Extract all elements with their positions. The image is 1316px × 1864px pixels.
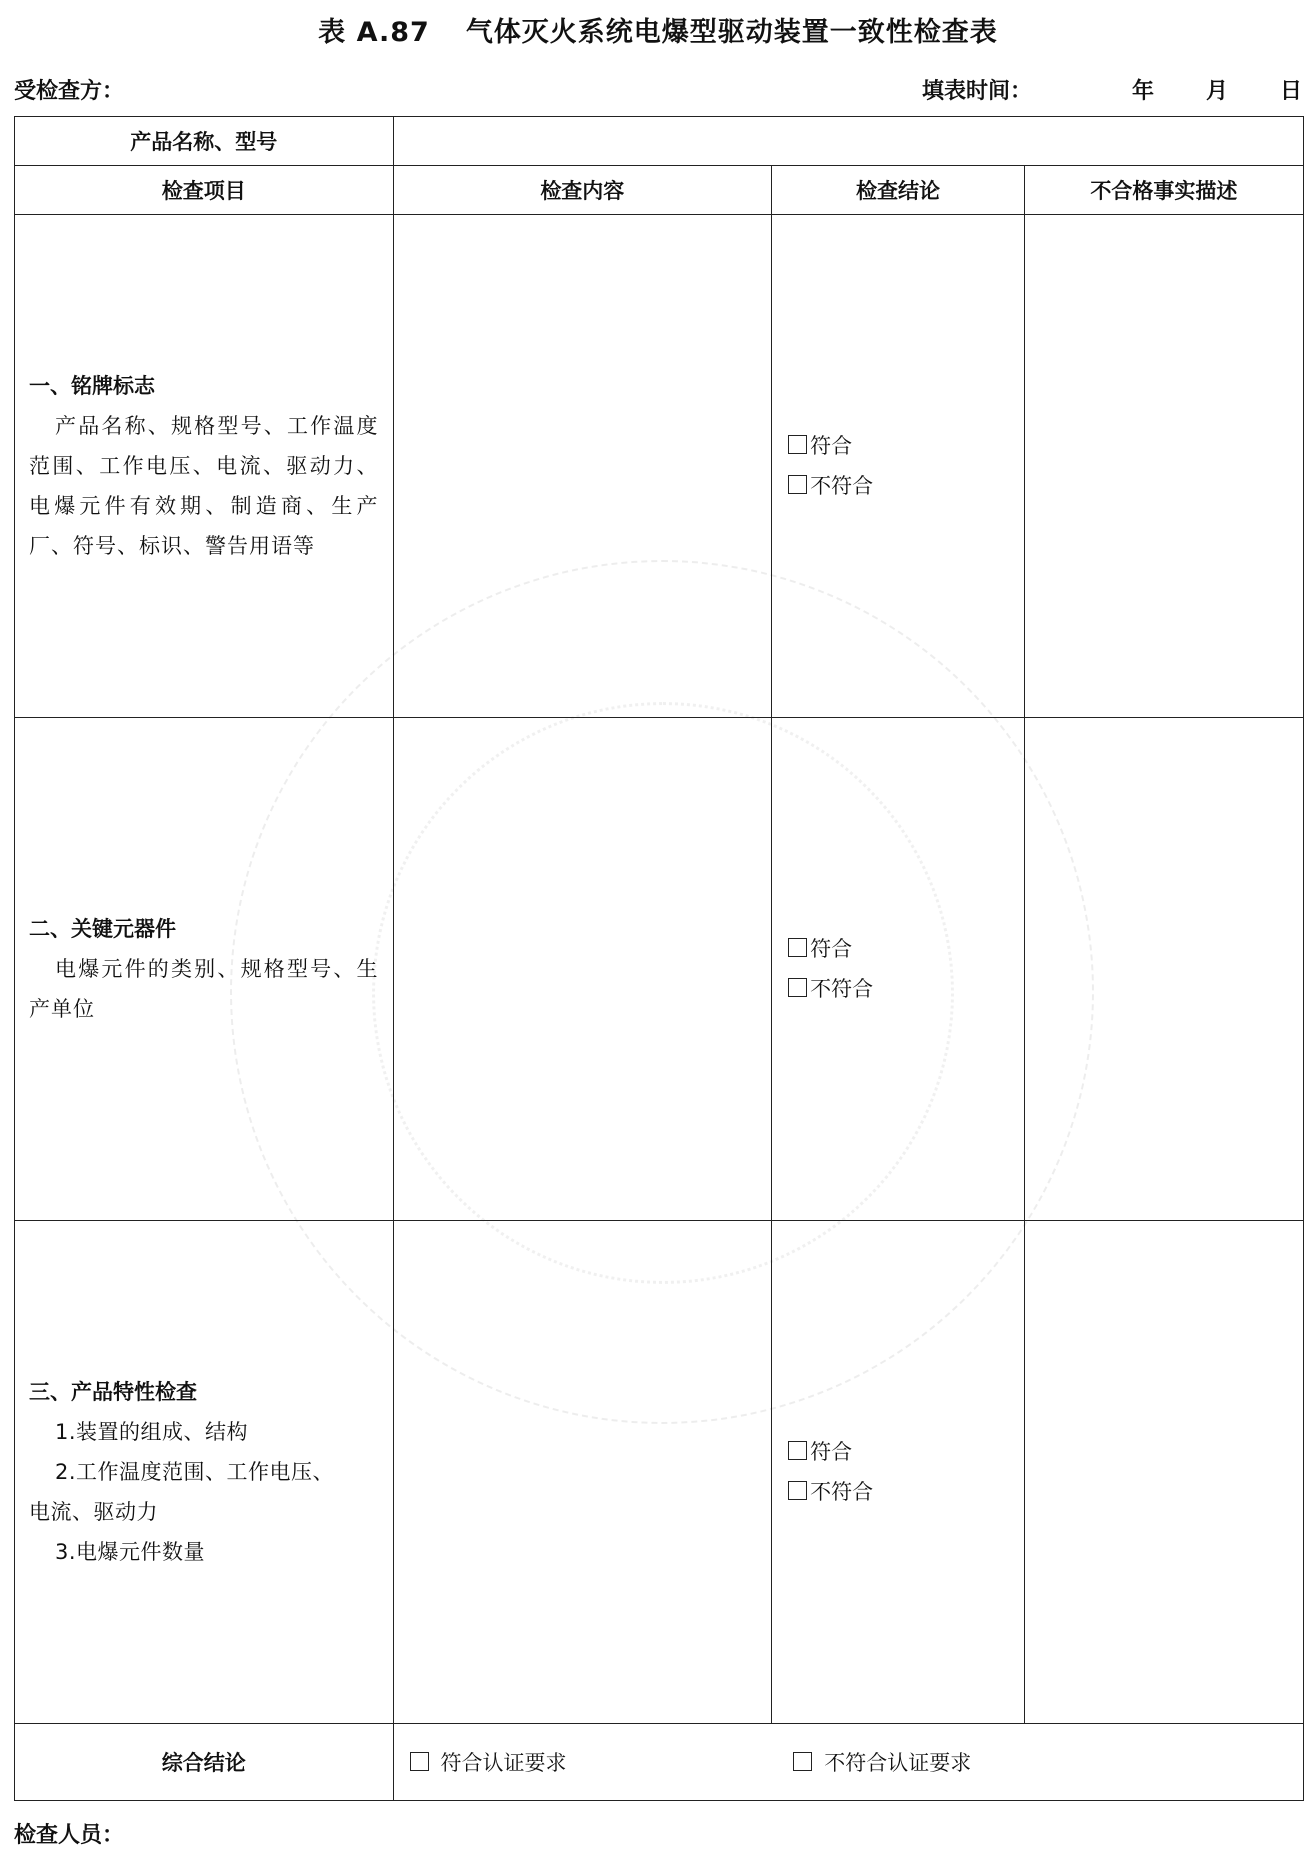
inspection-item — [15, 215, 394, 718]
checkbox-icon[interactable] — [788, 435, 807, 454]
fail-option[interactable] — [793, 1747, 971, 1777]
table-title: 气体灭火系统电爆型驱动装置一致性检查表 — [465, 17, 998, 48]
inspection-item — [15, 1221, 394, 1724]
checkbox-icon[interactable] — [410, 1752, 429, 1771]
item-sub-1: 1.装置的组成、结构 — [55, 1420, 249, 1444]
nonconform-label: 不符合 — [810, 1480, 874, 1504]
item-description: 产品名称、规格型号、工作温度范围、工作电压、电流、驱动力、电爆元件有效期、制造商、生产厂、符号、标识、警告用语等 — [29, 414, 379, 558]
header-result: 检查结论 — [772, 166, 1025, 215]
inspection-result-cell — [772, 1221, 1025, 1724]
checkbox-icon[interactable] — [788, 1441, 807, 1460]
inspection-content-cell[interactable] — [393, 718, 772, 1221]
nonconform-option[interactable] — [788, 466, 1024, 506]
fail-label: 不符合认证要求 — [824, 1751, 972, 1775]
pass-option[interactable] — [410, 1747, 567, 1777]
nonconform-label: 不符合 — [810, 977, 874, 1001]
checkbox-icon[interactable] — [788, 1481, 807, 1500]
overall-conclusion-row — [15, 1724, 1304, 1801]
nonconformity-description-cell[interactable] — [1024, 1221, 1303, 1724]
inspection-result-cell — [772, 718, 1025, 1221]
nonconformity-description-cell[interactable] — [1024, 215, 1303, 718]
conform-label: 符合 — [810, 1440, 853, 1464]
item-sub-3: 3.电爆元件数量 — [55, 1540, 206, 1564]
header-nonconformity: 不合格事实描述 — [1024, 166, 1303, 215]
product-row — [15, 117, 1304, 166]
pass-label: 符合认证要求 — [440, 1751, 567, 1775]
month-label: 月 — [1205, 79, 1228, 104]
nonconform-label: 不符合 — [810, 474, 874, 498]
header-item: 检查项目 — [15, 166, 394, 215]
table-row — [15, 718, 1304, 1221]
table-row — [15, 215, 1304, 718]
product-name-label: 产品名称、型号 — [15, 117, 394, 166]
inspected-party-label: 受检查方： — [14, 79, 125, 104]
fill-date-label: 填表时间： — [921, 79, 1032, 104]
conform-option[interactable] — [788, 1432, 1024, 1472]
inspection-result-cell — [772, 215, 1025, 718]
conform-option[interactable] — [788, 426, 1024, 466]
inspection-content-cell[interactable] — [393, 1221, 772, 1724]
header-row — [15, 166, 1304, 215]
day-label: 日 — [1279, 79, 1302, 104]
header-content: 检查内容 — [393, 166, 772, 215]
nonconform-option[interactable] — [788, 1472, 1024, 1512]
conform-label: 符合 — [810, 434, 853, 458]
table-number: 表 A.87 — [318, 17, 430, 48]
inspection-item — [15, 718, 394, 1221]
conform-label: 符合 — [810, 937, 853, 961]
item-heading: 一、铭牌标志 — [29, 374, 155, 398]
product-name-field[interactable] — [393, 117, 1303, 166]
inspection-table — [14, 116, 1304, 1801]
checkbox-icon[interactable] — [788, 475, 807, 494]
item-heading: 三、产品特性检查 — [29, 1380, 197, 1404]
fill-date — [922, 74, 1302, 105]
inspection-content-cell[interactable] — [393, 215, 772, 718]
item-sub-2: 2.工作温度范围、工作电压、 — [55, 1460, 335, 1484]
conform-option[interactable] — [788, 929, 1024, 969]
checkbox-icon[interactable] — [793, 1752, 812, 1771]
inspector-label: 检查人员： — [14, 1823, 125, 1848]
table-row — [15, 1221, 1304, 1724]
overall-conclusion-options — [393, 1724, 1303, 1801]
item-description: 电爆元件的类别、规格型号、生产单位 — [29, 957, 379, 1021]
item-sub-2-continued: 电流、驱动力 — [29, 1500, 158, 1524]
overall-conclusion-label: 综合结论 — [15, 1724, 394, 1801]
nonconformity-description-cell[interactable] — [1024, 718, 1303, 1221]
page-title — [0, 10, 1316, 49]
item-heading: 二、关键元器件 — [29, 917, 176, 941]
year-label: 年 — [1131, 79, 1154, 104]
nonconform-option[interactable] — [788, 969, 1024, 1009]
checkbox-icon[interactable] — [788, 978, 807, 997]
checkbox-icon[interactable] — [788, 938, 807, 957]
